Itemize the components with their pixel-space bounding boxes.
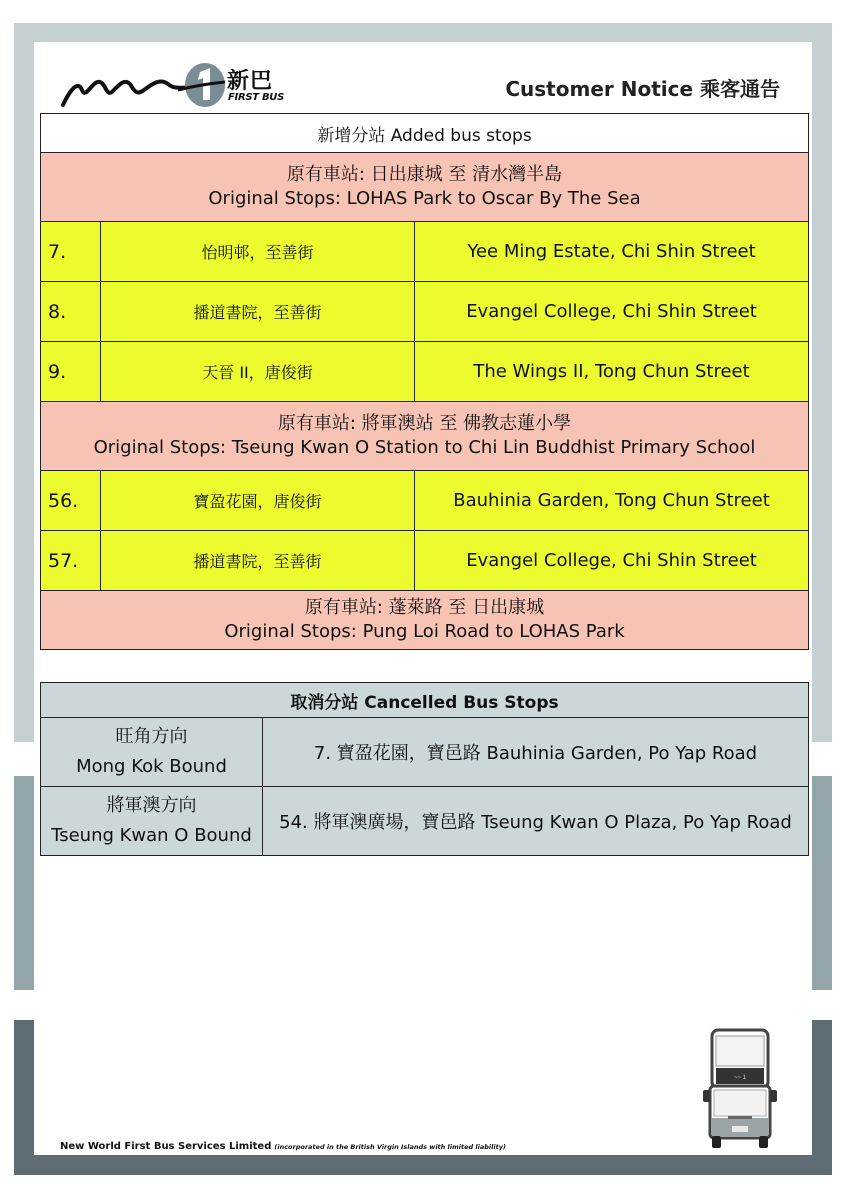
table-row xyxy=(41,471,809,531)
stop-name-cn: 天晉 II，唐俊街 xyxy=(101,342,415,402)
stop-number: 57. xyxy=(41,531,101,591)
direction-cell xyxy=(41,718,263,787)
stop-name-en: Yee Ming Estate, Chi Shin Street xyxy=(415,222,809,282)
original-stops-en: Original Stops: Tseung Kwan O Station to Chi Lin Buddhist Primary School xyxy=(93,437,756,458)
stop-number: 9. xyxy=(41,342,101,402)
svg-text:~~ 1: ~~ 1 xyxy=(733,1075,747,1081)
direction-en: Tseung Kwan O Bound xyxy=(51,825,252,846)
original-stops-cn: 原有車站: 日出康城 至 清水灣半島 xyxy=(286,164,563,185)
table-row xyxy=(41,787,809,856)
table-row xyxy=(41,531,809,591)
footer-company xyxy=(60,1141,506,1152)
stop-number: 8. xyxy=(41,282,101,342)
added-stops-table xyxy=(40,113,809,650)
frame-right-dark xyxy=(812,1020,832,1175)
logo-english-text: FIRST BUS xyxy=(228,92,285,103)
frame-left-dark xyxy=(14,1020,34,1175)
original-stops-en: Original Stops: Pung Loi Road to LOHAS Park xyxy=(224,621,625,642)
stop-number: 56. xyxy=(41,471,101,531)
original-stops-cn: 原有車站: 將軍澳站 至 佛教志蓮小學 xyxy=(277,413,572,434)
company-name: New World First Bus Services Limited xyxy=(60,1141,272,1152)
double-decker-bus-icon xyxy=(700,1028,780,1150)
stop-name-cn: 怡明邨，至善街 xyxy=(101,222,415,282)
frame-left-light xyxy=(14,23,34,742)
frame-left-mid xyxy=(14,776,34,990)
notice-title: Customer Notice 乘客通告 xyxy=(505,77,780,101)
company-note: (incorporated in the British Virgin Islands with limited liability) xyxy=(274,1143,506,1151)
stop-number: 7. xyxy=(41,222,101,282)
original-stops-en: Original Stops: LOHAS Park to Oscar By The Sea xyxy=(208,188,641,209)
stop-name-cn: 播道書院，至善街 xyxy=(101,531,415,591)
direction-en: Mong Kok Bound xyxy=(76,756,227,777)
logo-chinese-text: 新巴 xyxy=(227,69,274,94)
original-stops-row xyxy=(41,402,809,471)
cancelled-stop: 54. 將軍澳廣場，寶邑路 Tseung Kwan O Plaza, Po Yap Road xyxy=(263,787,809,856)
cancelled-stop: 7. 寶盈花園，寶邑路 Bauhinia Garden, Po Yap Road xyxy=(263,718,809,787)
stop-name-en: Evangel College, Chi Shin Street xyxy=(415,282,809,342)
frame-right-mid xyxy=(812,776,832,990)
frame-right-light xyxy=(812,23,832,742)
stop-name-cn: 播道書院，至善街 xyxy=(101,282,415,342)
stop-name-en: Bauhinia Garden, Tong Chun Street xyxy=(415,471,809,531)
frame-top-bar xyxy=(14,23,832,42)
stop-name-en: Evangel College, Chi Shin Street xyxy=(415,531,809,591)
original-stops-row xyxy=(41,153,809,222)
frame-bottom-bar xyxy=(14,1155,832,1175)
original-stops-cn: 原有車站: 蓬萊路 至 日出康城 xyxy=(304,597,545,618)
added-stops-title: 新增分站 Added bus stops xyxy=(41,114,809,153)
cancelled-stops-title: 取消分站 Cancelled Bus Stops xyxy=(41,683,809,718)
stop-name-cn: 寶盈花園，唐俊街 xyxy=(101,471,415,531)
direction-cell xyxy=(41,787,263,856)
table-row xyxy=(41,282,809,342)
table-row xyxy=(41,342,809,402)
cancelled-stops-table xyxy=(40,682,809,856)
original-stops-row xyxy=(41,591,809,650)
table-row xyxy=(41,222,809,282)
stop-name-en: The Wings II, Tong Chun Street xyxy=(415,342,809,402)
direction-cn: 將軍澳方向 xyxy=(106,795,197,816)
direction-cn: 旺角方向 xyxy=(115,726,188,747)
table-row xyxy=(41,718,809,787)
